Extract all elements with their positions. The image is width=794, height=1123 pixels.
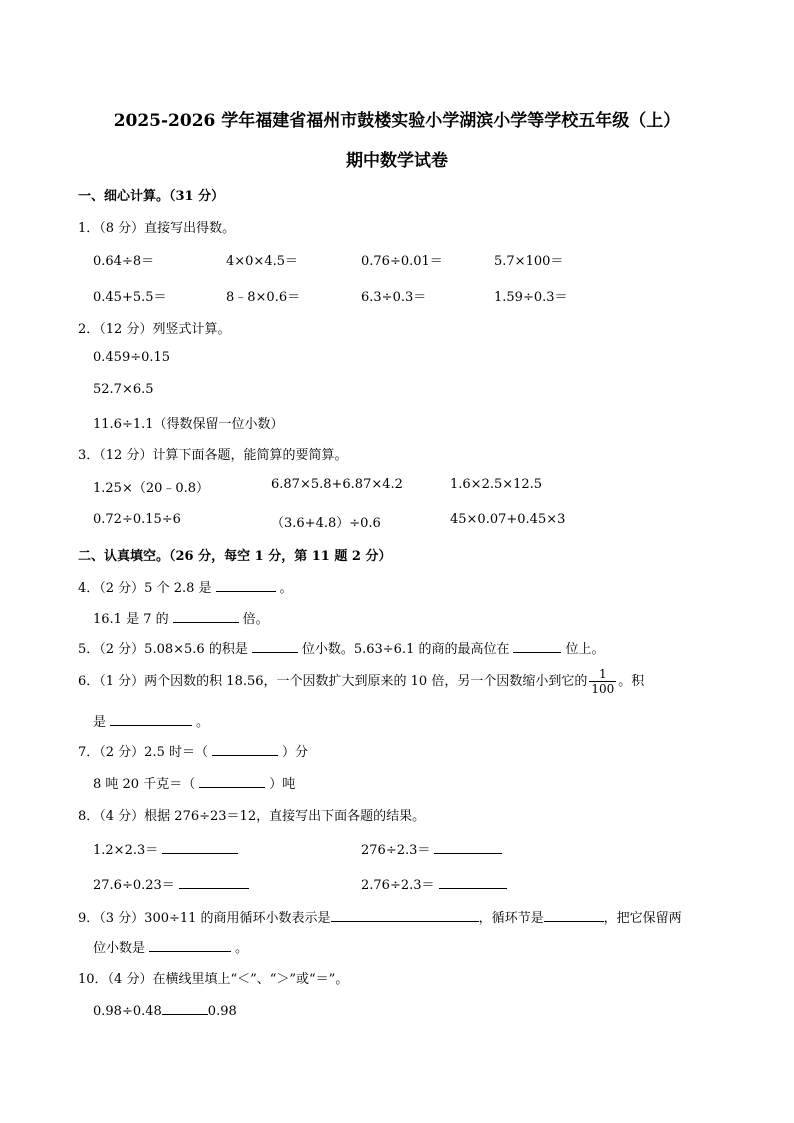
answer-blank[interactable] (434, 839, 502, 854)
q2-item: 0.459÷0.15 (93, 350, 171, 365)
q6-text: 是 (93, 715, 107, 730)
answer-blank[interactable] (199, 773, 265, 788)
q4-line2 (93, 608, 269, 627)
q6-text: 6．（1 分）两个因数的积 18.56，一个因数扩大到原来的 10 倍，另一个因数缩小到它的 (78, 674, 588, 689)
q8-item (361, 839, 506, 858)
q10-text: 0.98÷0.48 (93, 1004, 162, 1019)
answer-blank[interactable] (162, 839, 238, 854)
q8-item (93, 874, 253, 893)
answer-blank[interactable] (544, 907, 604, 922)
q6-text: 。积 (618, 674, 645, 689)
q8-item (93, 839, 242, 858)
q7-text: ）吨 (269, 777, 296, 792)
q4-text: 4．（2 分）5 个 2.8 是 (78, 581, 212, 596)
q9-line2 (93, 937, 248, 956)
q1-item: 6.3÷0.3＝ (361, 290, 427, 305)
q3-item: 1.6×2.5×12.5 (450, 477, 543, 492)
q5-text: 5．（2 分）5.08×5.6 的积是 (78, 642, 248, 657)
q10-text: 0.98 (207, 1004, 237, 1019)
answer-blank[interactable] (439, 874, 507, 889)
q9-text: 。 (235, 941, 249, 956)
exam-title-line2: 期中数学试卷 (346, 151, 448, 171)
q8-text: 276÷2.3＝ (361, 843, 431, 858)
q3-item: （3.6+4.8）÷0.6 (271, 516, 381, 531)
answer-blank[interactable] (149, 937, 231, 952)
q9-text: ，循环节是 (478, 911, 544, 926)
q1-item: 0.64÷8＝ (93, 254, 155, 269)
q4-text: 倍。 (242, 612, 269, 627)
answer-blank[interactable] (216, 577, 276, 592)
q8-text: 2.76÷2.3＝ (361, 878, 435, 893)
fraction (589, 667, 616, 696)
q1-item: 4×0×4.5＝ (226, 254, 299, 269)
q5-line (78, 638, 605, 657)
answer-blank[interactable] (110, 711, 192, 726)
q3-item: 6.87×5.8+6.87×4.2 (271, 477, 403, 492)
q1-item: 1.59÷0.3＝ (494, 290, 568, 305)
q9-text: ，把它保留两 (603, 911, 682, 926)
q8-item (361, 874, 511, 893)
q3-item: 1.25×（20﹣0.8） (93, 481, 210, 496)
answer-blank[interactable] (331, 907, 479, 922)
q2-stem: 2．（12 分）列竖式计算。 (78, 322, 231, 337)
q5-text: 位小数。5.63÷6.1 的商的最高位在 (301, 642, 510, 657)
section-1-heading: 一、细心计算。（31 分） (78, 189, 225, 204)
q9-text: 位小数是 (93, 941, 146, 956)
q3-stem: 3．（12 分）计算下面各题，能简算的要简算。 (78, 448, 348, 463)
answer-blank[interactable] (162, 1000, 208, 1015)
q4-text: 16.1 是 7 的 (93, 612, 169, 627)
q1-item: 8﹣8×0.6＝ (226, 290, 301, 305)
fraction-denominator: 100 (591, 682, 615, 696)
q7-line2 (93, 773, 295, 792)
q8-stem: 8．（4 分）根据 276÷23＝12，直接写出下面各题的结果。 (78, 809, 426, 824)
q3-item: 0.72÷0.15÷6 (93, 512, 181, 527)
answer-blank[interactable] (179, 874, 249, 889)
fraction-numerator: 1 (589, 667, 616, 682)
q7-text: 7．（2 分）2.5 时＝（ (78, 745, 208, 760)
q8-text: 27.6÷0.23＝ (93, 878, 175, 893)
answer-blank[interactable] (252, 638, 298, 653)
answer-blank[interactable] (212, 741, 278, 756)
q10-item (93, 1000, 237, 1019)
q7-line1 (78, 741, 308, 760)
q4-line1 (78, 577, 293, 596)
q3-item: 45×0.07+0.45×3 (450, 512, 566, 527)
q9-line1 (78, 907, 682, 926)
answer-blank[interactable] (513, 638, 561, 653)
q9-text: 9．（3 分）300÷11 的商用循环小数表示是 (78, 911, 331, 926)
q4-text: 。 (279, 581, 293, 596)
q10-stem: 10．（4 分）在横线里填上“＜”、“＞”或“＝”。 (78, 972, 349, 987)
q7-text: 8 吨 20 千克＝（ (93, 777, 196, 792)
q1-item: 5.7×100＝ (494, 254, 564, 269)
q6-line1 (78, 667, 644, 696)
q8-text: 1.2×2.3＝ (93, 843, 159, 858)
q6-text: 。 (196, 715, 210, 730)
q2-item: 52.7×6.5 (93, 382, 154, 397)
q6-line2 (93, 711, 209, 730)
section-2-heading: 二、认真填空。（26 分，每空 1 分，第 11 题 2 分） (78, 549, 392, 564)
q1-item: 0.45+5.5＝ (93, 290, 167, 305)
q2-item: 11.6÷1.1（得数保留一位小数） (93, 417, 284, 432)
q5-text: 位上。 (565, 642, 605, 657)
answer-blank[interactable] (173, 608, 239, 623)
exam-title-line1: 2025-2026 学年福建省福州市鼓楼实验小学湖滨小学等学校五年级（上） (113, 111, 681, 131)
q7-text: ）分 (281, 745, 308, 760)
q1-stem: 1．（8 分）直接写出得数。 (78, 221, 236, 236)
q1-item: 0.76÷0.01＝ (361, 254, 443, 269)
